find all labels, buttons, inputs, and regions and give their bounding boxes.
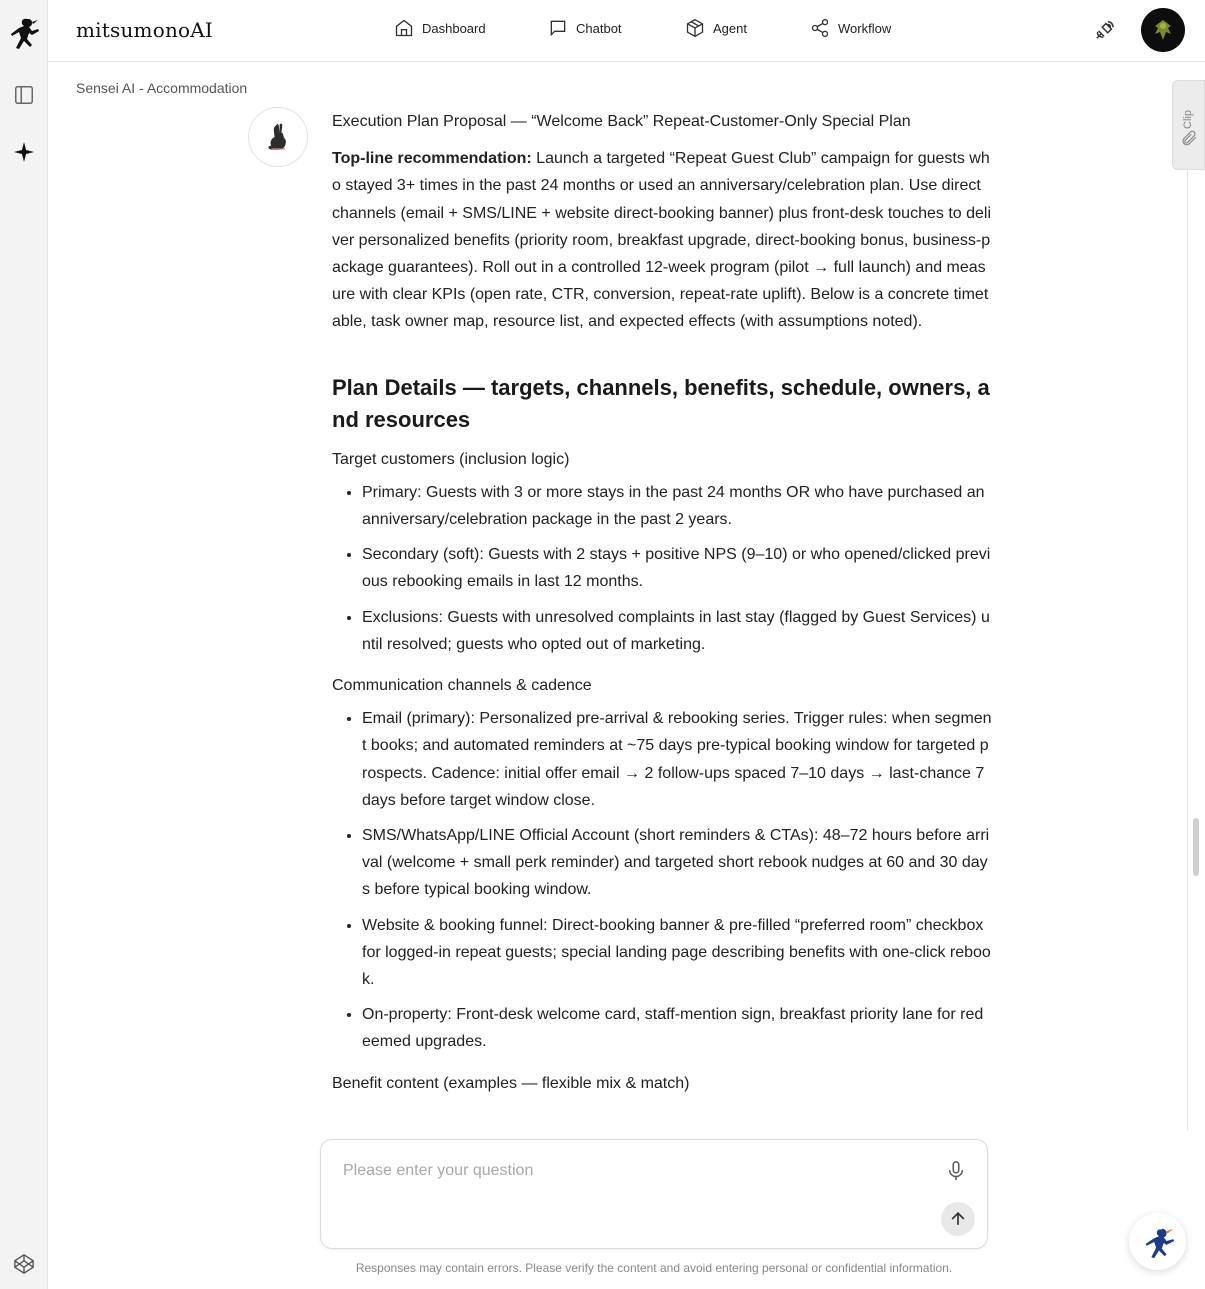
list-item: • Email (primary): Personalized pre-arrival & rebooking series. Trigger rules: when segment books; and automated reminders at ~75 days pre-typical booking window for targeted prospects. Cadence: initial offer email → 2 follow-ups spaced 7–10 days → last-chance 7 days before target window close. [362,705,992,814]
section-title: Plan Details — targets, channels, benefits, schedule, owners, and resources [332,374,990,432]
chat-icon [548,18,568,38]
topline-paragraph [332,145,992,335]
nav-dashboard[interactable] [394,18,486,38]
list-item: • SMS/WhatsApp/LINE Official Account (short reminders & CTAs): 48–72 hours before arrival (welcome + small perk reminder) and targeted short rebook nudges at 60 and 30 days before typical booking window. [362,822,992,904]
satellite-icon[interactable] [1094,19,1116,41]
brand-name[interactable]: mitsumonoAI [76,18,214,42]
list-item: • Website & booking funnel: Direct-booking banner & pre-filled “preferred room” checkbox for logged-in repeat guests; special landing page describing benefits with one-click rebook. [362,912,992,994]
microphone-icon[interactable] [945,1160,969,1184]
channels-heading: Communication channels & cadence [332,677,592,695]
nav-workflow-label: Workflow [838,20,892,36]
nav-agent[interactable] [685,18,747,38]
scrollbar-thumb[interactable] [1193,818,1199,876]
ninja-logo-icon[interactable] [6,16,42,54]
question-input[interactable] [343,1162,923,1222]
list-item: • Secondary (soft): Guests with 2 stays + positive NPS (9–10) or who opened/clicked previous rebooking emails in last 12 months. [362,541,992,595]
top-bar [48,0,1205,62]
nav-chatbot[interactable] [548,18,622,38]
nav-agent-label: Agent [713,20,747,36]
sidebar-toggle-icon[interactable] [12,83,36,107]
sparkle-icon[interactable] [12,140,36,164]
breadcrumb: Sensei AI - Accommodation [76,80,248,96]
clip-label: Clip [1182,110,1194,129]
home-icon [394,18,414,38]
floating-assistant-button[interactable] [1129,1213,1186,1270]
codepen-icon[interactable] [12,1252,36,1276]
channels-list [362,705,992,1055]
list-item: • On-property: Front-desk welcome card, staff-mention sign, breakfast priority lane for redeemed upgrades. [362,1001,992,1055]
benefit-heading: Benefit content (examples — flexible mix & match) [332,1074,690,1092]
disclaimer: Responses may contain errors. Please verify the content and avoid entering personal or confidential information. [355,1261,953,1275]
bot-avatar [248,107,308,167]
target-list [362,479,992,658]
send-button[interactable] [941,1202,975,1236]
nav-workflow[interactable] [810,18,891,38]
paperclip-icon [1180,129,1198,147]
target-heading: Target customers (inclusion logic) [332,450,570,468]
topline-text: Launch a targeted “Repeat Guest Club” campaign for guests who stayed 3+ times in the past 24 months or used an anniversary/celebration plan. Use direct channels (email + SMS/LINE + website direct-booking banner) plus front-desk touches to deliver personalized benefits (priority room, breakfast upgrade, direct-booking bonus, business-package guarantees). Roll out in a controlled 12-week program (pilot → full launch) and measure with clear KPIs (open rate, CTR, conversion, repeat-rate uplift). Below is a concrete timetable, task owner map, resource list, and expected effects (with assumptions noted). [332,150,992,331]
nav-dashboard-label: Dashboard [422,20,486,36]
topline-label: Top-line recommendation: [332,150,532,168]
rabbit-icon [261,120,295,154]
ninja-mascot-icon [1139,1223,1177,1261]
left-rail [0,0,48,1289]
nav-chatbot-label: Chatbot [576,20,622,36]
user-avatar[interactable] [1141,8,1185,52]
assistant-message [332,108,992,1101]
share-icon [810,18,830,38]
clip-tab[interactable] [1172,80,1205,170]
composer [320,1139,988,1249]
list-item: • Exclusions: Guests with unresolved complaints in last stay (flagged by Guest Services) until resolved; guests who opted out of marketing. [362,604,992,658]
message-heading: Execution Plan Proposal — “Welcome Back” Repeat-Customer-Only Special Plan [332,113,911,130]
cube-icon [685,18,705,38]
list-item: • Primary: Guests with 3 or more stays in the past 24 months OR who have purchased an anniversary/celebration package in the past 2 years. [362,479,992,533]
scrollbar[interactable] [1187,170,1201,1130]
arrow-up-icon [948,1209,968,1229]
